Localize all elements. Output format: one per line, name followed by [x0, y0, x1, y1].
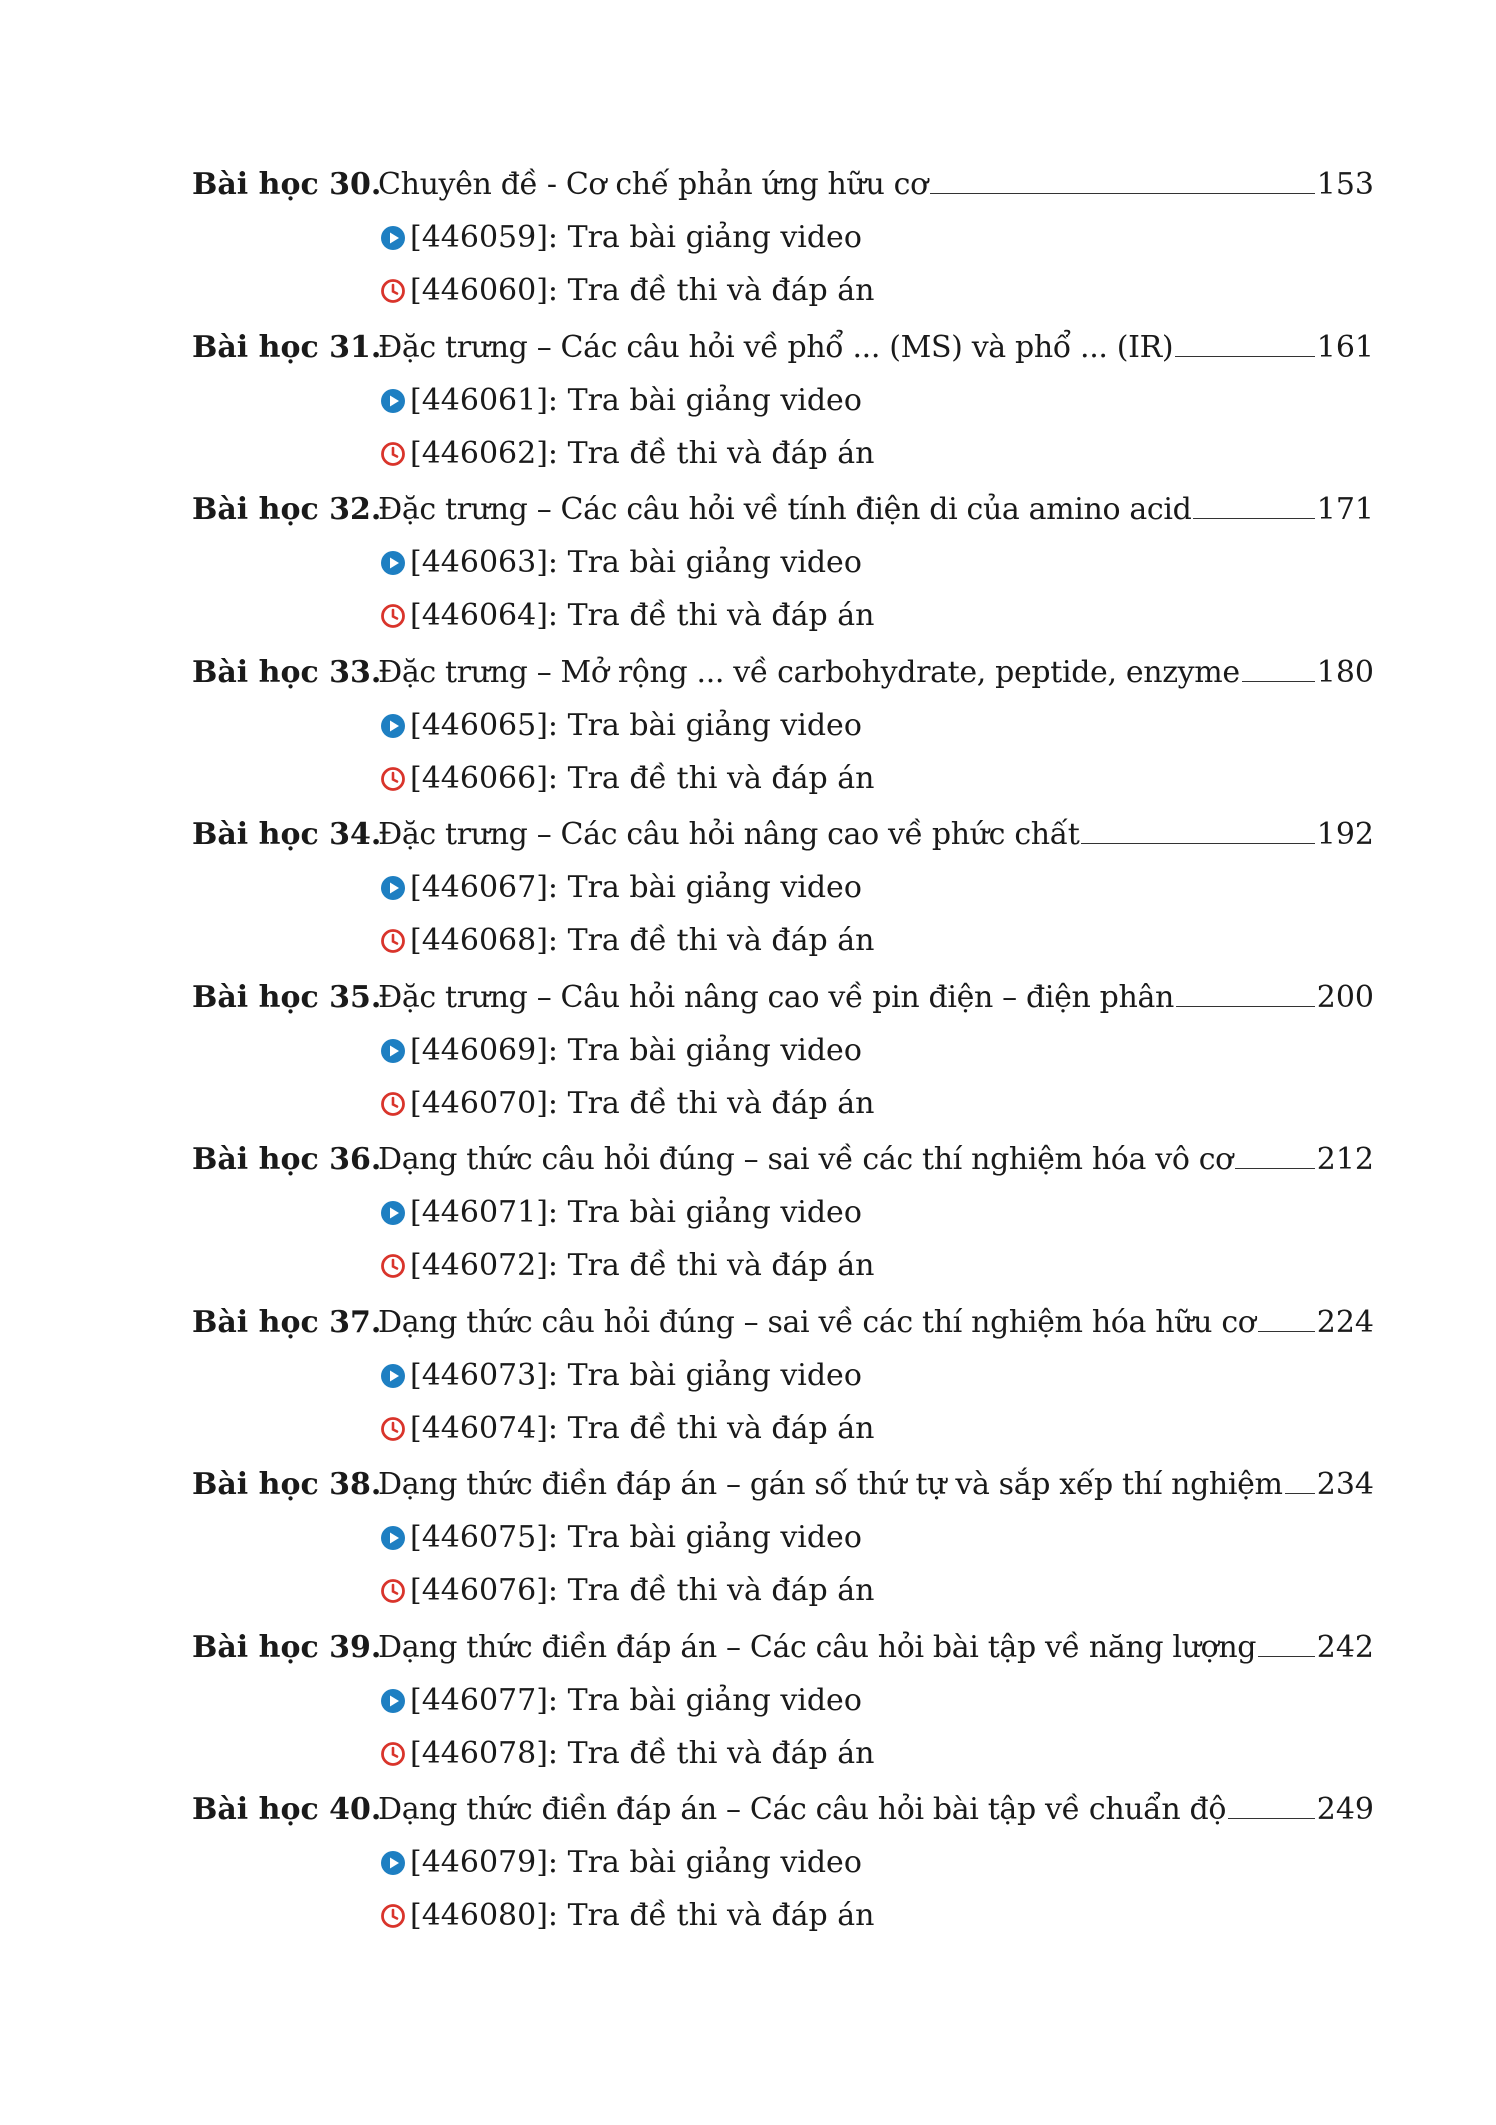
video-link[interactable]: [380, 1679, 862, 1723]
toc-entry[interactable]: [192, 651, 1374, 701]
toc-entry[interactable]: [192, 1626, 1374, 1676]
dot-leader: [1258, 1301, 1315, 1332]
exam-link-text: [446062]: Tra đề thi và đáp án: [410, 435, 875, 471]
toc-entry-heading: [192, 1626, 1374, 1670]
lesson-number: Bài học 37.: [192, 1304, 382, 1340]
lesson-number: Bài học 39.: [192, 1629, 382, 1665]
lesson-title: Dạng thức điền đáp án – Các câu hỏi bài tập về chuẩn độ: [378, 1792, 1227, 1827]
page-number: 161: [1316, 329, 1374, 365]
play-circle-icon: [380, 225, 406, 251]
lesson-title: Đặc trưng – Mở rộng ... về carbohydrate, peptide, enzyme: [378, 654, 1240, 690]
toc-entry-heading: [192, 651, 1374, 695]
exam-link[interactable]: [380, 1082, 874, 1126]
lesson-title: Dạng thức điền đáp án – Các câu hỏi bài tập về năng lượng: [378, 1629, 1257, 1665]
clock-icon: [380, 1903, 406, 1929]
video-link-text: [446075]: Tra bài giảng video: [410, 1520, 862, 1555]
play-circle-icon: [380, 1850, 406, 1876]
toc-entry-heading: [192, 326, 1374, 370]
exam-link-text: [446074]: Tra đề thi và đáp án: [410, 1410, 875, 1446]
exam-link-text: [446066]: Tra đề thi và đáp án: [410, 760, 875, 796]
toc-entry-heading: [192, 813, 1374, 857]
dot-leader: [1242, 651, 1315, 682]
video-link-text: [446069]: Tra bài giảng video: [410, 1032, 862, 1068]
page-number: 180: [1316, 654, 1374, 690]
video-link[interactable]: [380, 1354, 862, 1398]
lesson-title: Dạng thức câu hỏi đúng – sai về các thí nghiệm hóa hữu cơ: [378, 1304, 1256, 1340]
video-link-text: [446061]: Tra bài giảng video: [410, 382, 862, 418]
page-number: 192: [1316, 817, 1374, 852]
video-link-text: [446059]: Tra bài giảng video: [410, 220, 862, 255]
page-number: 153: [1316, 167, 1374, 202]
play-circle-icon: [380, 388, 406, 414]
clock-icon: [380, 603, 406, 629]
exam-link-text: [446076]: Tra đề thi và đáp án: [410, 1573, 875, 1608]
clock-icon: [380, 441, 406, 467]
play-circle-icon: [380, 875, 406, 901]
dot-leader: [1258, 1626, 1315, 1657]
lesson-number: Bài học 35.: [192, 979, 382, 1015]
exam-link[interactable]: [380, 1732, 874, 1776]
clock-icon: [380, 1253, 406, 1279]
play-circle-icon: [380, 1038, 406, 1064]
play-circle-icon: [380, 713, 406, 739]
video-link[interactable]: [380, 1029, 862, 1073]
play-circle-icon: [380, 1200, 406, 1226]
lesson-number: Bài học 31.: [192, 329, 382, 365]
clock-icon: [380, 278, 406, 304]
play-circle-icon: [380, 1525, 406, 1551]
exam-link[interactable]: [380, 757, 874, 801]
exam-link[interactable]: [380, 1244, 874, 1288]
lesson-title: Dạng thức câu hỏi đúng – sai về các thí nghiệm hóa vô cơ: [378, 1142, 1233, 1177]
clock-icon: [380, 1091, 406, 1117]
exam-link-text: [446078]: Tra đề thi và đáp án: [410, 1735, 875, 1771]
dot-leader: [1081, 813, 1314, 844]
video-link[interactable]: [380, 1516, 862, 1560]
video-link[interactable]: [380, 1191, 862, 1235]
dot-leader: [1176, 976, 1315, 1007]
toc-entry-heading: [192, 1463, 1374, 1507]
video-link-text: [446065]: Tra bài giảng video: [410, 707, 862, 743]
exam-link[interactable]: [380, 594, 874, 638]
page-number: 200: [1316, 979, 1374, 1015]
clock-icon: [380, 1416, 406, 1442]
toc-entry[interactable]: [192, 326, 1374, 376]
dot-leader: [1175, 326, 1315, 357]
clock-icon: [380, 766, 406, 792]
toc-entry-heading: [192, 488, 1374, 532]
dot-leader: [1285, 1463, 1315, 1494]
toc-entry[interactable]: [192, 1788, 1374, 1838]
clock-icon: [380, 1741, 406, 1767]
exam-link[interactable]: [380, 269, 874, 313]
exam-link-text: [446068]: Tra đề thi và đáp án: [410, 923, 875, 958]
dot-leader: [1193, 488, 1314, 519]
toc-entry-heading: [192, 976, 1374, 1020]
lesson-number: Bài học 33.: [192, 654, 382, 690]
exam-link[interactable]: [380, 1894, 874, 1938]
toc-entry[interactable]: [192, 1301, 1374, 1351]
dot-leader: [1235, 1138, 1315, 1169]
toc-entry[interactable]: [192, 1463, 1374, 1513]
lesson-number: Bài học 30.: [192, 167, 382, 202]
page-number: 234: [1316, 1467, 1374, 1502]
lesson-number: Bài học 34.: [192, 817, 382, 852]
video-link-text: [446077]: Tra bài giảng video: [410, 1682, 862, 1718]
dot-leader: [1228, 1788, 1315, 1819]
clock-icon: [380, 928, 406, 954]
exam-link-text: [446080]: Tra đề thi và đáp án: [410, 1898, 875, 1933]
clock-icon: [380, 1578, 406, 1604]
video-link[interactable]: [380, 1841, 862, 1885]
page-number: 212: [1316, 1142, 1374, 1177]
video-link-text: [446071]: Tra bài giảng video: [410, 1195, 862, 1230]
exam-link-text: [446072]: Tra đề thi và đáp án: [410, 1248, 875, 1283]
exam-link[interactable]: [380, 919, 874, 963]
lesson-title: Chuyên đề - Cơ chế phản ứng hữu cơ: [378, 167, 928, 202]
play-circle-icon: [380, 550, 406, 576]
page-number: 242: [1316, 1629, 1374, 1665]
toc-entry[interactable]: [192, 163, 1374, 213]
exam-link[interactable]: [380, 432, 874, 476]
dot-leader: [930, 163, 1315, 194]
toc-entry-heading: [192, 1301, 1374, 1345]
video-link-text: [446063]: Tra bài giảng video: [410, 545, 862, 580]
lesson-title: Đặc trưng – Các câu hỏi về tính điện di của amino acid: [378, 492, 1192, 527]
video-link[interactable]: [380, 379, 862, 423]
toc-entry-heading: [192, 1138, 1374, 1182]
video-link[interactable]: [380, 541, 862, 585]
toc-entry[interactable]: [192, 1138, 1374, 1188]
exam-link-text: [446060]: Tra đề thi và đáp án: [410, 273, 875, 308]
lesson-number: Bài học 38.: [192, 1467, 382, 1502]
toc-entry-heading: [192, 163, 1374, 207]
toc-entry[interactable]: [192, 488, 1374, 538]
video-link[interactable]: [380, 704, 862, 748]
page-number: 224: [1316, 1304, 1374, 1340]
video-link-text: [446067]: Tra bài giảng video: [410, 870, 862, 905]
exam-link[interactable]: [380, 1407, 874, 1451]
exam-link-text: [446064]: Tra đề thi và đáp án: [410, 598, 875, 633]
lesson-number: Bài học 36.: [192, 1142, 382, 1177]
toc-entry[interactable]: [192, 813, 1374, 863]
lesson-title: Đặc trưng – Câu hỏi nâng cao về pin điện – điện phân: [378, 979, 1175, 1015]
page-number: 249: [1316, 1792, 1374, 1827]
lesson-title: Dạng thức điền đáp án – gán số thứ tự và sắp xếp thí nghiệm: [378, 1467, 1283, 1502]
video-link[interactable]: [380, 866, 862, 910]
lesson-title: Đặc trưng – Các câu hỏi nâng cao về phức chất: [378, 817, 1080, 852]
lesson-title: Đặc trưng – Các câu hỏi về phổ ... (MS) và phổ ... (IR): [378, 329, 1174, 365]
exam-link[interactable]: [380, 1569, 874, 1613]
page-number: 171: [1316, 492, 1374, 527]
toc-entry[interactable]: [192, 976, 1374, 1026]
exam-link-text: [446070]: Tra đề thi và đáp án: [410, 1085, 875, 1121]
play-circle-icon: [380, 1688, 406, 1714]
toc-entry-heading: [192, 1788, 1374, 1832]
lesson-number: Bài học 40.: [192, 1792, 382, 1827]
play-circle-icon: [380, 1363, 406, 1389]
lesson-number: Bài học 32.: [192, 492, 382, 527]
video-link-text: [446079]: Tra bài giảng video: [410, 1845, 862, 1880]
video-link[interactable]: [380, 216, 862, 260]
video-link-text: [446073]: Tra bài giảng video: [410, 1357, 862, 1393]
